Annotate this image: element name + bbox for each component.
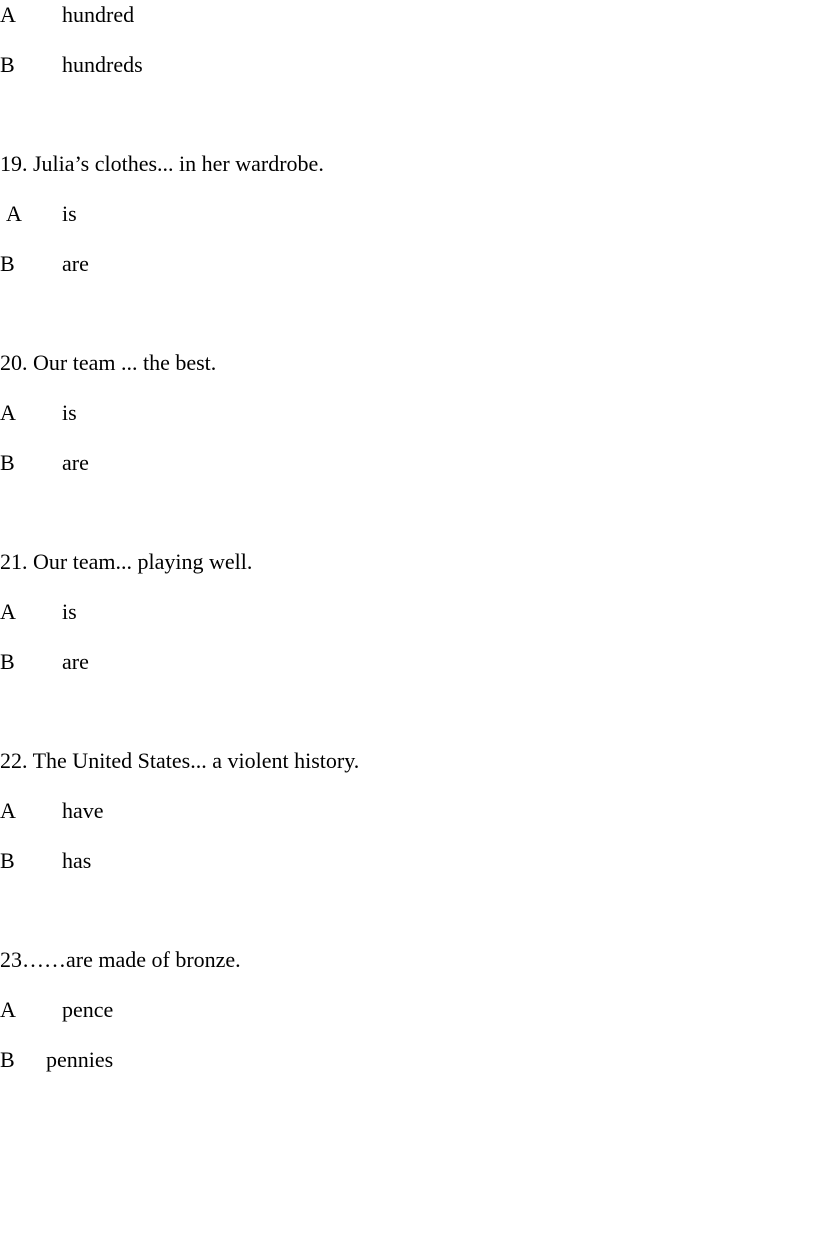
option-text: are	[62, 649, 89, 674]
option-text: is	[62, 201, 77, 226]
question-20: 20. Our team ... the best.	[0, 350, 217, 375]
option-letter: A	[6, 201, 22, 226]
option-text: have	[62, 798, 104, 823]
option-text: hundred	[62, 2, 135, 27]
question-21: 21. Our team... playing well.	[0, 549, 253, 574]
option-text: is	[62, 400, 77, 425]
option-text: has	[62, 848, 92, 873]
question-23: 23……are made of bronze.	[0, 947, 241, 972]
question-22: 22. The United States... a violent history.	[0, 748, 360, 773]
option-letter: A	[0, 997, 16, 1022]
option-letter: B	[0, 450, 15, 475]
option-text: pence	[62, 997, 114, 1022]
question-19: 19. Julia’s clothes... in her wardrobe.	[0, 151, 324, 176]
option-letter: B	[0, 848, 15, 873]
option-letter: A	[0, 400, 16, 425]
option-letter: B	[0, 1047, 15, 1072]
option-letter: A	[0, 599, 16, 624]
option-letter: A	[0, 2, 16, 27]
option-text: hundreds	[62, 52, 143, 77]
option-text: are	[62, 450, 89, 475]
option-letter: B	[0, 251, 15, 276]
option-letter: B	[0, 649, 15, 674]
option-text: are	[62, 251, 89, 276]
option-letter: B	[0, 52, 15, 77]
option-text: pennies	[46, 1047, 114, 1072]
option-text: is	[62, 599, 77, 624]
option-letter: A	[0, 798, 16, 823]
